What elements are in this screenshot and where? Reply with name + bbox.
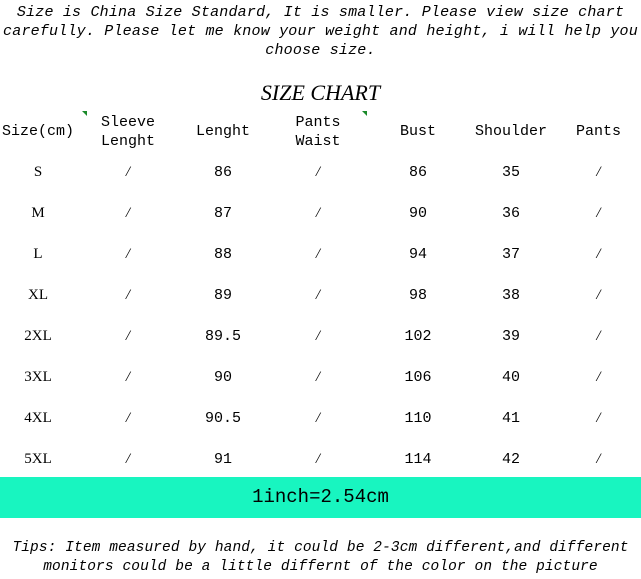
header-size: Size(cm)	[0, 111, 76, 152]
cell-marker	[362, 111, 367, 116]
cell-length: 89	[213, 287, 232, 304]
header-sleeve-length: Sleeve Lenght	[100, 113, 155, 150]
cell-length: 90	[213, 369, 232, 386]
cell-size: 2XL	[24, 328, 52, 344]
cell-pants: /	[596, 369, 601, 385]
table-row	[0, 234, 641, 275]
cell-size: 5XL	[24, 451, 52, 467]
table-row	[0, 152, 641, 193]
cell-shoulder: 38	[501, 287, 520, 304]
cell-length: 90.5	[204, 410, 241, 427]
cell-shoulder: 35	[501, 164, 520, 181]
cell-pants-waist: /	[315, 328, 321, 344]
header-length: Lenght	[195, 123, 250, 140]
cell-sleeve-length: /	[125, 205, 131, 221]
table-header-row	[0, 111, 641, 152]
size-notice-line-1: Size is China Size Standard, It is smaller. Please view size chart	[16, 4, 625, 21]
table-row	[0, 316, 641, 357]
cell-shoulder: 37	[501, 246, 520, 263]
cell-bust: 94	[408, 246, 427, 263]
cell-length: 87	[213, 205, 232, 222]
cell-size: L	[33, 246, 43, 262]
chart-title: SIZE CHART	[260, 80, 381, 105]
table-row	[0, 357, 641, 398]
cell-pants: /	[596, 287, 601, 303]
header-bust: Bust	[399, 123, 436, 140]
cell-sleeve-length: /	[125, 246, 131, 262]
cell-length: 91	[213, 451, 232, 468]
cell-bust: 90	[408, 205, 427, 222]
cell-size: S	[33, 164, 43, 180]
cell-shoulder: 41	[501, 410, 520, 427]
cell-bust: 86	[408, 164, 427, 181]
table-row	[0, 275, 641, 316]
cell-pants-waist: /	[315, 205, 321, 221]
header-shoulder: Shoulder	[474, 123, 547, 140]
header-pants-waist: Pants Waist	[266, 111, 370, 152]
cell-bust: 102	[404, 328, 432, 345]
cell-size: XL	[28, 287, 48, 303]
cell-shoulder: 39	[501, 328, 520, 345]
cell-length: 89.5	[204, 328, 241, 345]
size-notice-line-2: carefully. Please let me know your weight and height, i will help you	[3, 23, 638, 40]
cell-size: 3XL	[24, 369, 52, 385]
cell-sleeve-length: /	[125, 287, 131, 303]
cell-bust: 98	[408, 287, 427, 304]
cell-size: M	[31, 205, 45, 221]
table-row	[0, 398, 641, 439]
table-row	[0, 193, 641, 234]
cell-pants-waist: /	[315, 164, 321, 180]
tips-line-1: Tips: Item measured by hand, it could be 2-3cm different,and different	[12, 540, 629, 556]
cell-pants-waist: /	[315, 287, 321, 303]
cell-pants: /	[596, 205, 601, 221]
cell-sleeve-length: /	[125, 369, 131, 385]
cell-shoulder: 40	[501, 369, 520, 386]
cell-sleeve-length: /	[125, 410, 131, 426]
tips-line-2: monitors could be a little differnt of the color on the picture	[43, 559, 598, 575]
cell-pants: /	[596, 328, 601, 344]
cell-sleeve-length: /	[125, 328, 131, 344]
cell-shoulder: 42	[501, 451, 520, 468]
cell-pants: /	[596, 410, 601, 426]
cell-pants-waist: /	[315, 246, 321, 262]
cell-pants: /	[596, 451, 601, 467]
cell-sleeve-length: /	[125, 164, 131, 180]
tips-note	[0, 539, 641, 577]
cell-pants-waist: /	[315, 451, 321, 467]
cell-bust: 110	[404, 410, 432, 427]
cell-bust: 106	[404, 369, 432, 386]
cell-shoulder: 36	[501, 205, 520, 222]
size-notice	[0, 3, 641, 60]
cell-pants: /	[596, 164, 601, 180]
cell-length: 88	[213, 246, 232, 263]
cell-size: 4XL	[24, 410, 52, 426]
cell-bust: 114	[404, 451, 432, 468]
size-notice-line-3: choose size.	[265, 42, 376, 59]
cell-sleeve-length: /	[125, 451, 131, 467]
inch-conversion-banner: 1inch=2.54cm	[0, 477, 641, 518]
cell-pants-waist: /	[315, 369, 321, 385]
table-row	[0, 439, 641, 480]
cell-pants-waist: /	[315, 410, 321, 426]
size-chart-table	[0, 111, 641, 480]
header-pants: Pants	[575, 123, 621, 140]
cell-pants: /	[596, 246, 601, 262]
cell-length: 86	[213, 164, 232, 181]
